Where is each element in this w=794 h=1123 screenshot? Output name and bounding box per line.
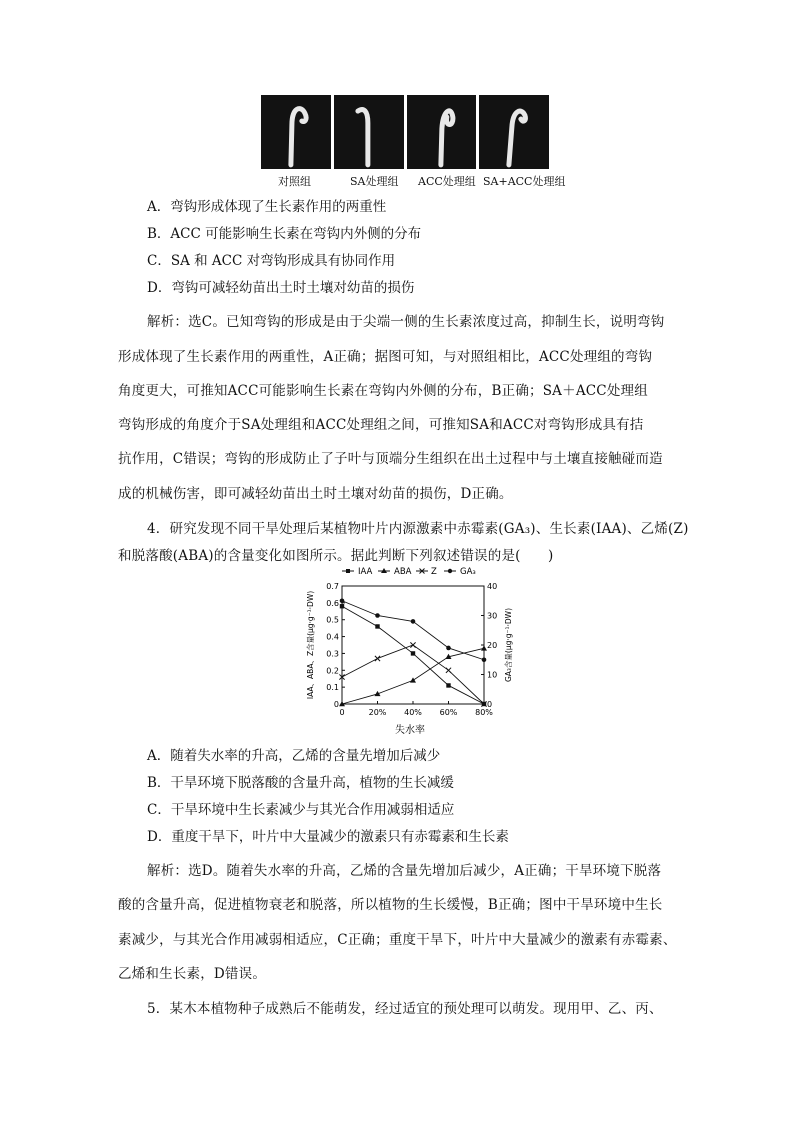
data-point-iaa — [446, 683, 450, 687]
q3-option-b: B．ACC 可能影响生长素在弯钩内外侧的分布 — [147, 226, 422, 242]
q4-stem-line: 和脱落酸(ABA)的含量变化如图所示。据此判断下列叙述错误的是( ) — [118, 548, 554, 564]
data-point-iaa — [411, 651, 415, 655]
x-tick-label: 40% — [404, 708, 422, 717]
q4-option-b: B．干旱环境下脱落酸的含量升高，植物的生长减缓 — [147, 775, 454, 791]
q4-option-c: C．干旱环境中生长素减少与其光合作用减弱相适应 — [147, 802, 455, 818]
x-tick-label: 80% — [475, 708, 493, 717]
q3-option-d: D．弯钩可减轻幼苗出土时土壤对幼苗的损伤 — [147, 280, 415, 296]
chart-legend — [342, 567, 476, 577]
data-point-z — [446, 668, 451, 673]
left-tick-label: 0.1 — [326, 683, 339, 693]
q4-option-d: D．重度干旱下，叶片中大量减少的激素只有赤霉素和生长素 — [147, 829, 509, 845]
x-axis-label: 失水率 — [395, 725, 425, 736]
left-axis-label: IAA、ABA、Z含量(μg·g⁻¹·DW) — [306, 590, 315, 700]
left-tick-label: 0.6 — [326, 598, 339, 608]
left-tick-label: 0 — [333, 700, 339, 709]
q3-analysis-line: 抗作用，C错误；弯钩的形成防止了子叶与顶端分生组织在出土过程中与土壤直接触碰而造 — [118, 451, 663, 467]
left-tick-label: 0.3 — [326, 649, 339, 659]
right-tick-label: 30 — [487, 611, 498, 621]
q3-analysis-line: 角度更大，可推知ACC可能影响生长素在弯钩内外侧的分布，B正确；SA＋ACC处理组 — [118, 383, 648, 399]
hormone-chart-svg — [300, 563, 520, 748]
legend-iaa-label: IAA — [358, 567, 373, 577]
q4-analysis-line: 酸的含量升高，促进植物衰老和脱落，所以植物的生长缓慢，B正确；图中干旱环境中生长 — [118, 897, 663, 913]
data-point-ga — [482, 657, 487, 662]
right-axis-label: GA₃含量(μg·g⁻¹·DW) — [504, 607, 513, 683]
q3-analysis-line: 弯钩形成的角度介于SA处理组和ACC处理组之间，可推知SA和ACC对弯钩形成具有拮 — [118, 417, 644, 433]
left-tick-label: 0.7 — [326, 582, 339, 591]
right-tick-label: 40 — [487, 582, 498, 591]
data-point-ga — [446, 646, 451, 651]
seedling-photo-acc — [407, 95, 477, 169]
caption-sa-acc: SA+ACC处理组 — [483, 175, 566, 188]
caption-control: 对照组 — [278, 175, 311, 188]
q3-analysis-line: 成的机械伤害，即可减轻幼苗出土时土壤对幼苗的损伤，D正确。 — [118, 486, 513, 502]
x-tick-label: 20% — [368, 708, 387, 717]
left-tick-label: 0.5 — [326, 615, 339, 625]
right-tick-label: 10 — [487, 670, 498, 680]
data-point-iaa — [375, 624, 379, 628]
q4-option-a: A．随着失水率的升高，乙烯的含量先增加后减少 — [147, 748, 441, 764]
series-line-aba — [342, 648, 484, 704]
caption-sa: SA处理组 — [350, 175, 399, 188]
data-point-z — [375, 656, 380, 661]
series-line-ga — [342, 601, 484, 660]
data-point-ga — [340, 598, 345, 603]
q4-analysis-line: 素减少，与其光合作用减弱相适应，C正确；重度干旱下，叶片中大量减少的激素有赤霉素、 — [118, 932, 677, 948]
left-tick-label: 0.4 — [326, 632, 339, 642]
seedling-photo-sa-acc — [479, 95, 549, 169]
data-point-ga — [411, 619, 416, 624]
right-tick-label: 20 — [487, 641, 498, 650]
right-tick-label: 0 — [487, 700, 493, 709]
q4-analysis-line: 乙烯和生长素，D错误。 — [118, 966, 267, 982]
q3-analysis-line: 形成体现了生长素作用的两重性，A正确；据图可知，与对照组相比，ACC处理组的弯钩 — [118, 349, 653, 365]
legend-ga3-marker — [448, 569, 452, 573]
data-point-aba — [410, 677, 416, 682]
q3-option-c: C．SA 和 ACC 对弯钩形成具有协同作用 — [147, 253, 396, 269]
seedling-photo-strip — [261, 95, 549, 169]
seedling-photo-control — [261, 95, 331, 169]
legend-z-label: Z — [431, 567, 437, 577]
series-layer — [339, 598, 487, 706]
legend-aba-label: ABA — [394, 567, 412, 577]
q3-option-a: A．弯钩形成体现了生长素作用的两重性 — [147, 199, 387, 215]
q3-analysis-line: 解析：选C。已知弯钩的形成是由于尖端一侧的生长素浓度过高，抑制生长，说明弯钩 — [147, 314, 665, 330]
data-point-ga — [375, 613, 380, 618]
q5-stem-line: 5．某木本植物种子成熟后不能萌发，经过适宜的预处理可以萌发。现用甲、乙、丙、 — [147, 1001, 663, 1017]
hormone-chart — [300, 563, 520, 748]
q4-stem-line: 4．研究发现不同干旱处理后某植物叶片内源激素中赤霉素(GA₃)、生长素(IAA)、乙烯(Z) — [147, 521, 689, 537]
q4-analysis-line: 解析：选D。随着失水率的升高，乙烯的含量先增加后减少，A正确；干旱环境下脱落 — [147, 863, 662, 879]
photo-captions — [258, 173, 568, 189]
legend-ga3-label: GA₃ — [460, 567, 476, 577]
data-point-z — [410, 642, 415, 647]
x-axis-ticks — [339, 701, 493, 717]
data-point-iaa — [340, 604, 344, 608]
caption-acc: ACC处理组 — [418, 175, 476, 188]
x-tick-label: 0 — [339, 708, 345, 717]
left-tick-label: 0.2 — [326, 666, 339, 676]
seedling-photo-sa — [334, 95, 404, 169]
right-axis-ticks — [481, 582, 497, 709]
x-tick-label: 60% — [439, 708, 458, 717]
